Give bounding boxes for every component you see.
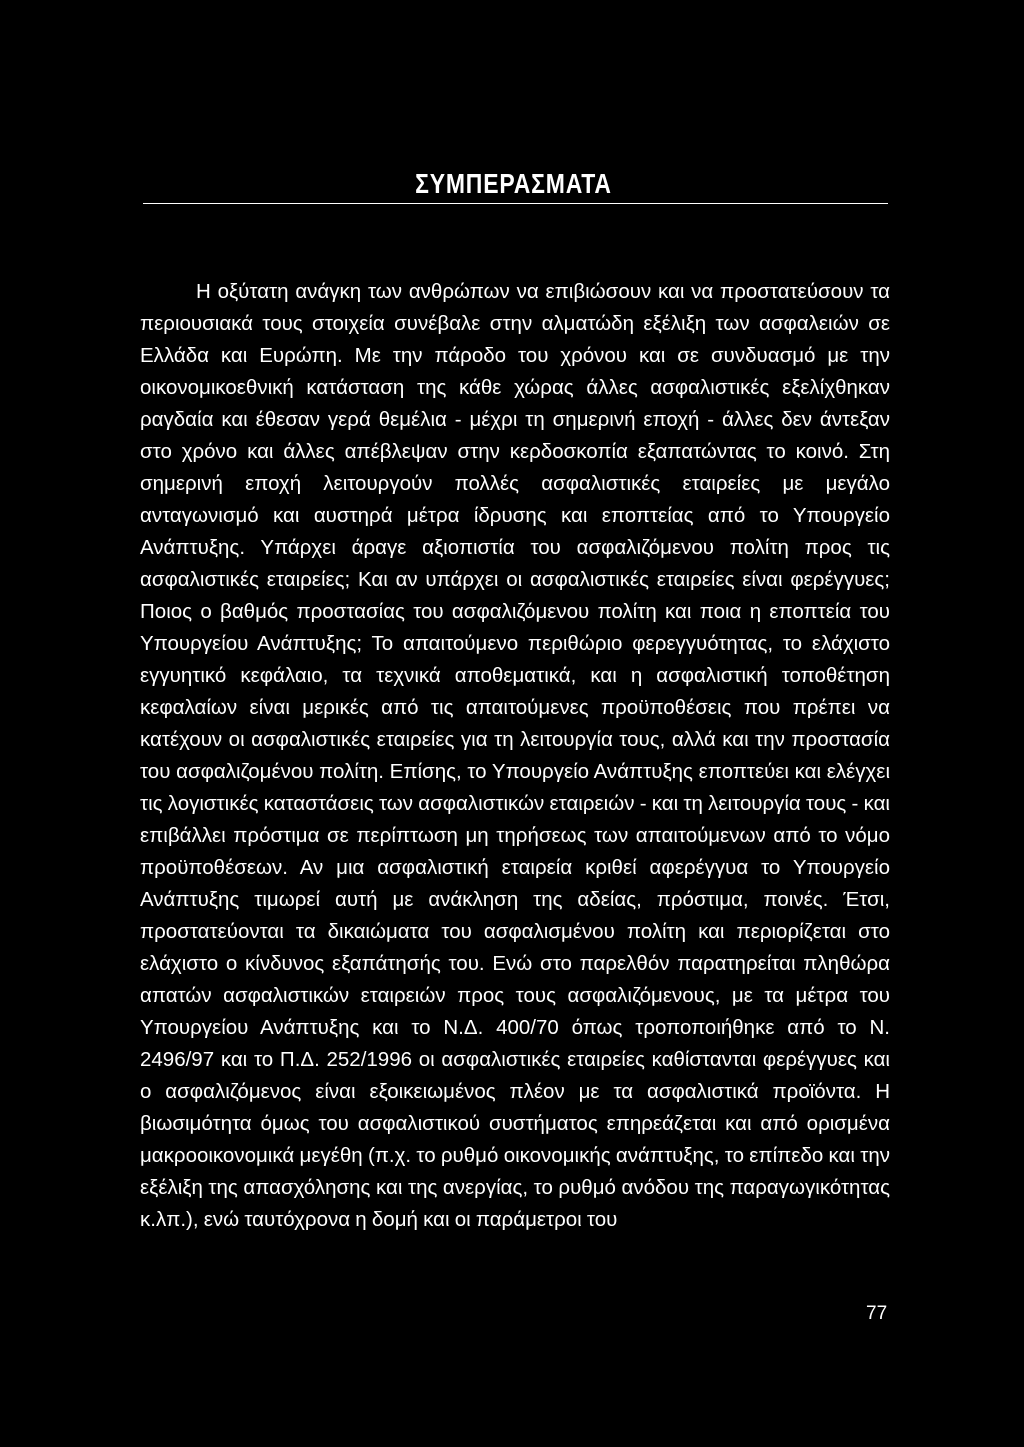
page-title: ΣΥΜΠΕΡΑΣΜΑΤΑ (415, 168, 612, 199)
page-number: 77 (866, 1303, 888, 1324)
body-paragraph: Η οξύτατη ανάγκη των ανθρώπων να επιβιώσουν και να προστατεύσουν τα περιουσιακά τους στοιχεία συνέβαλε στην αλματώδη εξέλιξη των ασφαλειών σε Ελλάδα και Ευρώπη. Με την πάροδο του χρόνου και σε συνδυασμό με την οικονομικοεθνική κατάσταση της κάθε χώρας άλλες ασφαλιστικές εξελίχθηκαν ραγδαία και έθεσαν γερά θεμέλια - μέχρι τη σημερινή εποχή - άλλες δεν άντεξαν στο χρόνο και άλλες απέβλεψαν στην κερδοσκοπία εξαπατώντας το κοινό. Στη σημερινή εποχή λειτουργούν πολλές ασφαλιστικές εταιρείες με μεγάλο ανταγωνισμό και αυστηρά μέτρα ίδρυσης και εποπτείας από το Υπουργείο Ανάπτυξης. Υπάρχει άραγε αξιοπιστία του ασφαλιζόμενου πολίτη προς τις ασφαλιστικές εταιρείες; Και αν υπάρχει οι ασφαλιστικές εταιρείες είναι φερέγγυες; Ποιος ο βαθμός προστασίας του ασφαλιζόμενου πολίτη και ποια η εποπτεία του Υπουργείου Ανάπτυξης; Το απαιτούμενο περιθώριο φερεγγυότητας, το ελάχιστο εγγυητικό κεφάλαιο, τα τεχνικά αποθεματικά, και η ασφαλιστική τοποθέτηση κεφαλαίων είναι μερικές από τις απαιτούμενες προϋποθέσεις που πρέπει να κατέχουν οι ασφαλιστικές εταιρείες για τη λειτουργία τους, αλλά και την προστασία του ασφαλιζομένου πολίτη. Επίσης, το Υπουργείο Ανάπτυξης εποπτεύει και ελέγχει τις λογιστικές καταστάσεις των ασφαλιστικών εταιρειών - και τη λειτουργία τους - και επιβάλλει πρόστιμα σε περίπτωση μη τηρήσεως των απαιτούμενων από το νόμο προϋποθέσεων. Αν μια ασφαλιστική εταιρεία κριθεί αφερέγγυα το Υπουργείο Ανάπτυξης τιμωρεί αυτή με ανάκληση της αδείας, πρόστιμα, ποινές. Έτσι, προστατεύονται τα δικαιώματα του ασφαλισμένου πολίτη και περιορίζεται στο ελάχιστο ο κίνδυνος εξαπάτησής του. Ενώ στο παρελθόν παρατηρείται πληθώρα απατών ασφαλιστικών εταιρειών προς τους ασφαλιζόμενους, με τα μέτρα του Υπουργείου Ανάπτυξης και το Ν.Δ. 400/70 όπως τροποποιήθηκε από το Ν. 2496/97 και το Π.Δ. 252/1996 οι ασφαλιστικές εταιρείες καθίστανται φερέγγυες και ο ασφαλιζόμενος είναι εξοικειωμένος πλέον με τα ασφαλιστικά προϊόντα. Η βιωσιμότητα όμως του ασφαλιστικού συστήματος επηρεάζεται και από ορισμένα μακροοικονομικά μεγέθη (π.χ. το ρυθμό οικονομικής ανάπτυξης, το επίπεδο και την εξέλιξη της απασχόλησης και της ανεργίας, το ρυθμό ανόδου της παραγωγικότητας κ.λπ.), ενώ ταυτόχρονα η δομή και οι παράμετροι του (140, 280, 890, 1231)
title-underline (143, 203, 888, 204)
